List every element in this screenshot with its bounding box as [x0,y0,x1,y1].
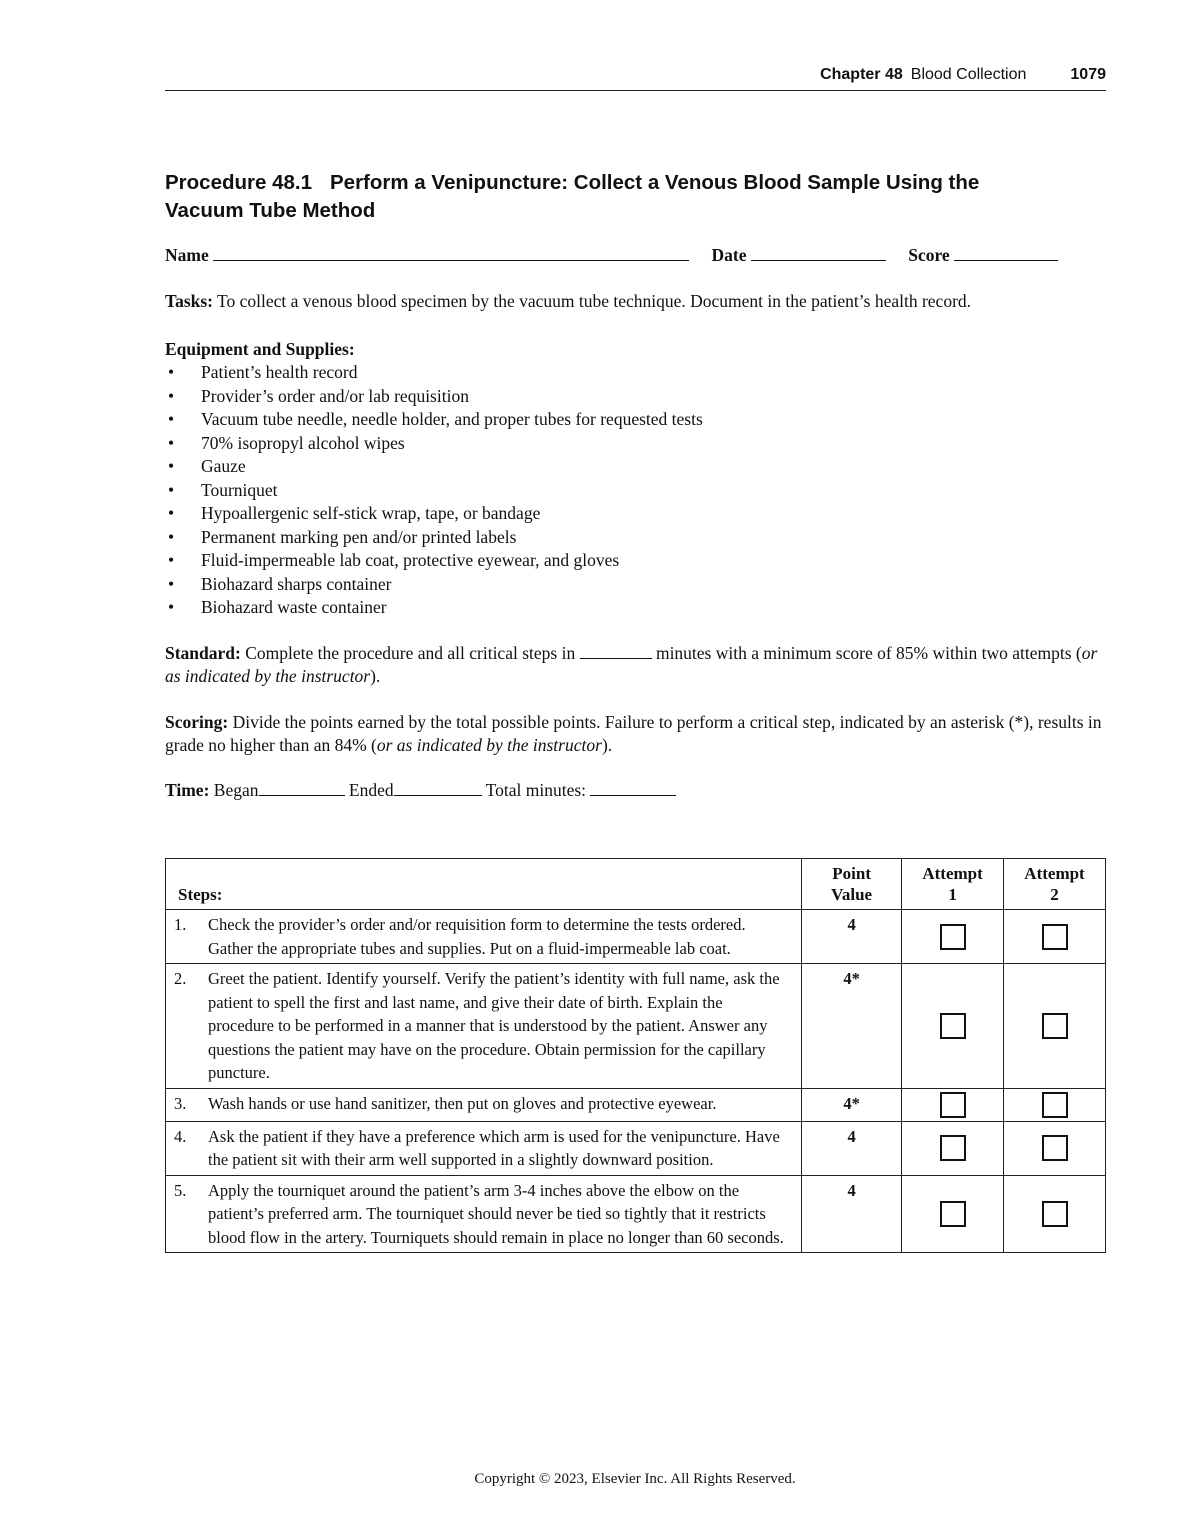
table-row [166,910,1106,964]
step-number: 5. [174,1180,187,1200]
steps-header: Steps: [166,859,802,910]
attempt-1-cell [902,1121,1004,1175]
step-cell [166,1121,802,1175]
attempt-2-checkbox[interactable] [1042,1013,1068,1039]
table-row [166,1175,1106,1253]
name-field[interactable] [213,246,689,261]
scoring-paragraph [165,711,1106,758]
standard-text-after: minutes with a minimum score of 85% within two attempts ( [651,642,1082,663]
table-row [166,1121,1106,1175]
equipment-item: • Fluid-impermeable lab coat, protective eyewear, and gloves [165,549,1106,573]
attempt-1-cell [902,1088,1004,1121]
equipment-item: • Biohazard waste container [165,596,1106,620]
point-value: 4 [802,1175,902,1253]
standard-italic: or as indicated by the instructor [165,642,1098,686]
step-text: Ask the patient if they have a preference which arm is used for the venipuncture. Have the patient sit with their arm well supported in a slightly downward position. [208,1126,780,1170]
procedure-number: Procedure 48.1 [165,171,312,194]
equipment-item: • Tourniquet [165,479,1106,503]
began-field[interactable] [259,783,345,796]
procedure-title-line1: Perform a Venipuncture: Collect a Venous Blood Sample Using the [330,171,980,194]
step-cell [166,1088,802,1121]
equipment-item: • 70% isopropyl alcohol wipes [165,432,1106,456]
attempt-2-checkbox[interactable] [1042,1201,1068,1227]
score-label: Score [908,245,950,265]
total-minutes-label: Total minutes: [481,779,591,800]
step-text: Greet the patient. Identify yourself. Verify the patient’s identity with full name, ask the patient to spell the first and last name, and give their date of birth. Explain the procedure to be performed in a manner that is understood by the patient. Answer any questions the patient may have on the procedure. Obtain permission for the capillary puncture. [208,969,780,1082]
attempt-2-cell [1004,910,1106,964]
time-label: Time: [165,779,210,800]
point-value: 4* [802,1088,902,1121]
standard-paragraph [165,642,1106,689]
procedure-title-line2: Vacuum Tube Method [165,199,376,222]
equipment-item: • Vacuum tube needle, needle holder, and proper tubes for requested tests [165,408,1106,432]
table-row [166,964,1106,1089]
equipment-heading: Equipment and Supplies: [165,338,355,359]
chapter-topic: Blood Collection [910,66,1027,83]
attempt-2-cell [1004,1175,1106,1253]
step-number: 3. [174,1093,187,1113]
attempt-2-cell [1004,964,1106,1089]
chapter-label: Chapter 48 [820,66,903,83]
attempt-1-checkbox[interactable] [940,1201,966,1227]
time-row [165,780,1106,801]
equipment-item: • Patient’s health record [165,361,1106,385]
name-label: Name [165,245,209,265]
total-minutes-field[interactable] [590,783,676,796]
attempt-1-checkbox[interactable] [940,1135,966,1161]
attempt-1-cell [902,910,1004,964]
attempt-2-header: Attempt 2 [1004,859,1106,910]
steps-header-row [166,859,1106,910]
standard-end: ). [370,666,381,686]
equipment-list [165,361,1106,620]
step-cell [166,1175,802,1253]
standard-text-before: Complete the procedure and all critical steps in [240,642,580,663]
attempt-1-checkbox[interactable] [940,1013,966,1039]
point-value-header: Point Value [802,859,902,910]
date-field[interactable] [751,246,886,261]
step-text: Check the provider’s order and/or requisition form to determine the tests ordered. Gather the appropriate tubes and supplies. Put on a fluid-impermeable lab coat. [208,915,746,958]
scoring-text: Divide the points earned by the total possible points. Failure to perform a critical step, indicated by an asterisk (*), results in grade no higher than an 84% ( [165,711,1102,755]
attempt-2-checkbox[interactable] [1042,1135,1068,1161]
scoring-italic: or as indicated by the instructor [376,735,602,755]
point-value: 4 [802,1121,902,1175]
attempt-1-header: Attempt 1 [902,859,1004,910]
equipment-item: • Permanent marking pen and/or printed labels [165,526,1106,550]
attempt-2-checkbox[interactable] [1042,924,1068,950]
point-value: 4 [802,910,902,964]
tasks-label: Tasks: [165,291,213,311]
page-number: 1079 [1070,66,1106,83]
step-number: 4. [174,1126,187,1146]
tasks-paragraph [165,290,1106,314]
attempt-2-cell [1004,1121,1106,1175]
began-label: Began [209,779,259,800]
date-label: Date [711,245,747,265]
scoring-label: Scoring: [165,711,229,732]
procedure-title [165,169,1106,225]
running-header [165,62,1106,91]
step-text: Wash hands or use hand sanitizer, then put on gloves and protective eyewear. [208,1093,717,1113]
step-text: Apply the tourniquet around the patient’s arm 3-4 inches above the elbow on the patient’s preferred arm. The tourniquet should never be tied so tightly that it restricts blood flow in the artery. Tourniquets should remain in place no longer than 60 seconds. [208,1180,784,1247]
equipment-item: • Gauze [165,455,1106,479]
attempt-2-checkbox[interactable] [1042,1092,1068,1118]
point-value: 4* [802,964,902,1089]
copyright-footer: Copyright © 2023, Elsevier Inc. All Rights Reserved. [474,1471,796,1487]
attempt-1-cell [902,964,1004,1089]
standard-label: Standard: [165,642,241,663]
step-cell [166,964,802,1089]
equipment-item: • Biohazard sharps container [165,573,1106,597]
attempt-1-cell [902,1175,1004,1253]
ended-label: Ended [344,779,394,800]
attempt-2-cell [1004,1088,1106,1121]
equipment-item: • Hypoallergenic self-stick wrap, tape, or bandage [165,502,1106,526]
page [165,62,1106,801]
attempt-1-checkbox[interactable] [940,1092,966,1118]
scoring-end: ). [601,735,613,755]
equipment-item: • Provider’s order and/or lab requisition [165,385,1106,409]
steps-table [165,858,1106,1253]
score-field[interactable] [954,246,1058,261]
identification-row [165,245,1106,266]
table-row [166,1088,1106,1121]
step-cell [166,910,802,964]
step-number: 1. [174,915,187,934]
minutes-field[interactable] [580,644,652,659]
ended-field[interactable] [394,783,482,796]
step-number: 2. [174,969,187,988]
attempt-1-checkbox[interactable] [940,924,966,950]
tasks-text: To collect a venous blood specimen by the vacuum tube technique. Document in the patient’s health record. [213,291,972,311]
